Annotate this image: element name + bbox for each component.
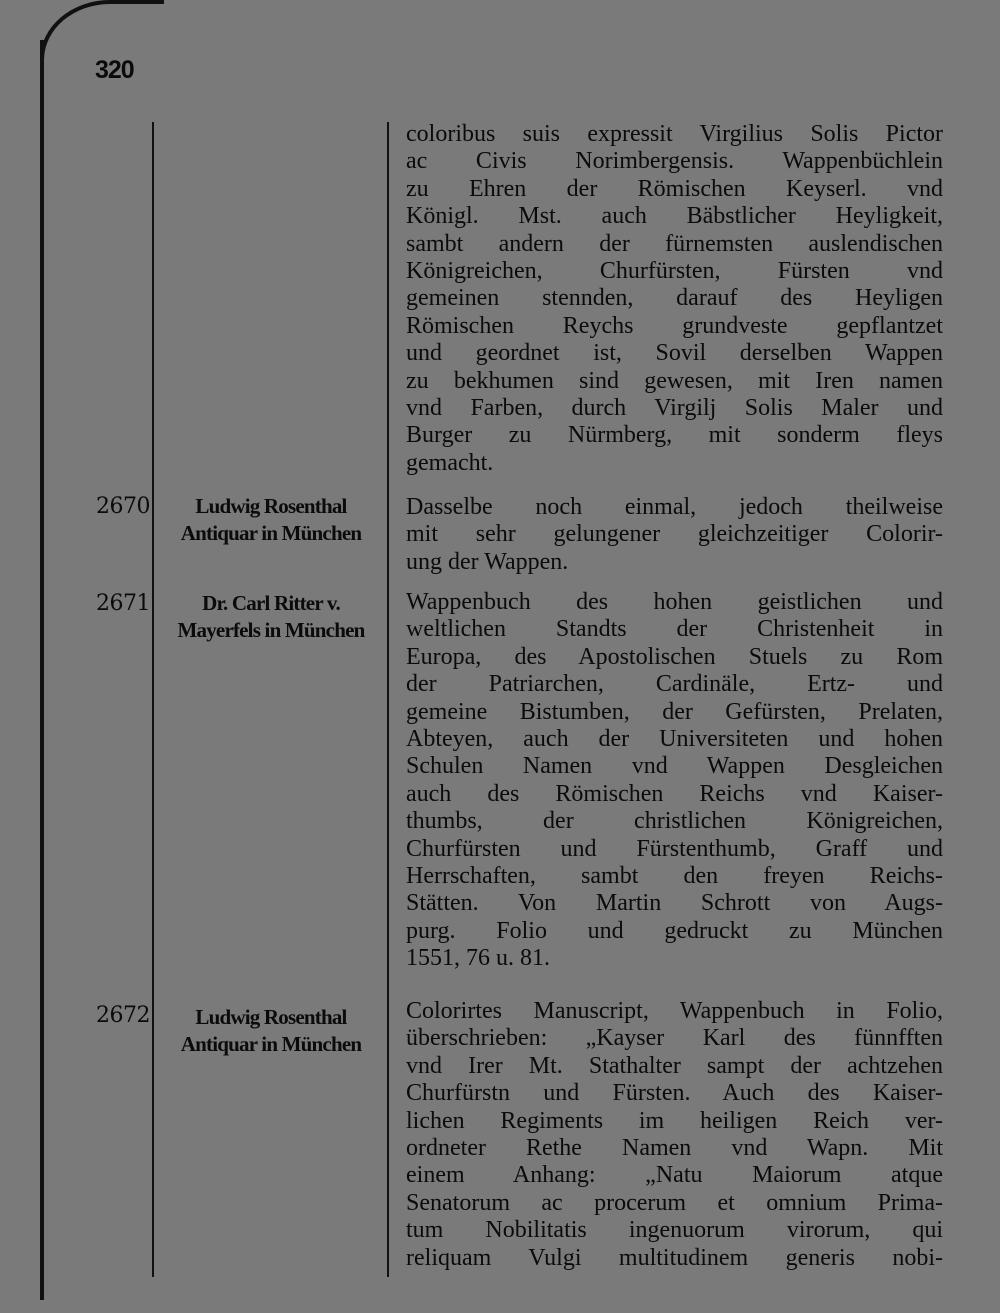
description-line: Dasselbe noch einmal, jedoch theilweise xyxy=(406,494,943,520)
owner-location: Antiquar in München xyxy=(180,521,362,545)
description-line: überschrieben: „Kayser Karl des fünnfften xyxy=(406,1025,943,1052)
description-line: lichen Regiments im heiligen Reich ver- xyxy=(406,1107,943,1134)
entry-description xyxy=(406,998,943,1272)
entry-number: 2672 xyxy=(96,1003,150,1028)
entry-owner xyxy=(156,493,386,547)
description-line: Königreichen, Churfürsten, Fürsten vnd xyxy=(406,258,943,285)
description-line: Schulen Namen vnd Wappen Desgleichen xyxy=(406,753,943,780)
entry-description xyxy=(406,589,943,973)
description-line: thumbs, der christlichen Königreichen, xyxy=(406,808,943,835)
column-rule-owner-description xyxy=(387,122,389,1277)
description-line: einem Anhang: „Natu Maiorum atque xyxy=(406,1162,943,1189)
description-line: der Patriarchen, Cardinäle, Ertz- und xyxy=(406,671,943,698)
description-line: Senatorum ac procerum et omnium Prima- xyxy=(406,1189,943,1216)
description-line: gemacht. xyxy=(406,449,494,476)
owner-location: Antiquar in München xyxy=(180,1032,362,1056)
description-line: und geordnet ist, Sovil derselben Wappen xyxy=(406,340,943,367)
description-line: ac Civis Norimbergensis. Wappenbüchlein xyxy=(406,148,943,175)
description-line: purg. Folio und gedruckt zu München xyxy=(406,917,943,944)
description-line: sambt andern der fürnemsten auslendischen xyxy=(406,230,943,257)
description-line: 1551, 76 u. 81. xyxy=(406,945,550,972)
description-line: zu Ehren der Römischen Keyserl. vnd xyxy=(406,175,943,202)
description-line: Europa, des Apostolischen Stuels zu Rom xyxy=(406,643,943,670)
description-line: gemeinen stennden, darauf des Heyligen xyxy=(406,285,943,312)
page-left-edge xyxy=(40,40,44,1300)
page-number: 320 xyxy=(95,56,134,84)
column-rule-number-owner xyxy=(152,122,154,1277)
description-line: Herrschaften, sambt den freyen Reichs- xyxy=(406,863,943,890)
entry-number: 2671 xyxy=(96,591,150,616)
description-line: weltlichen Standts der Christenheit in xyxy=(406,616,943,643)
description-line: gemeine Bistumben, der Gefürsten, Prelaten, xyxy=(406,698,943,725)
owner-name: Dr. Carl Ritter v. xyxy=(202,591,340,615)
owner-name: Ludwig Rosenthal xyxy=(195,494,347,518)
description-line: ordneter Rethe Namen vnd Wapn. Mit xyxy=(406,1135,943,1162)
description-line: Königl. Mst. auch Bäbstlicher Heyligkeit, xyxy=(406,203,943,230)
description-line: ung der Wappen. xyxy=(406,548,569,575)
description-line: Abteyen, auch der Universiteten und hohen xyxy=(406,726,943,753)
entry-owner xyxy=(156,1004,386,1058)
description-line: auch des Römischen Reichs vnd Kaiser- xyxy=(406,780,943,807)
description-line: Stätten. Von Martin Schrott von Augs- xyxy=(406,890,943,917)
page-curl-edge xyxy=(40,0,164,64)
owner-location: Mayerfels in München xyxy=(177,618,365,642)
description-line: Churfürsten und Fürstenthumb, Graff und xyxy=(406,835,943,862)
description-line: Römischen Reychs grundveste gepflantzet xyxy=(406,312,943,339)
owner-name: Ludwig Rosenthal xyxy=(195,1005,347,1029)
description-line: zu bekhumen sind gewesen, mit Iren namen xyxy=(406,367,943,394)
description-line: Wappenbuch des hohen geistlichen und xyxy=(406,589,943,615)
description-line: reliquam Vulgi multitudinem generis nobi- xyxy=(406,1244,943,1271)
description-line: coloribus suis expressit Virgilius Solis Pictor xyxy=(406,121,943,147)
entry-description xyxy=(406,494,943,576)
description-line: tum Nobilitatis ingenuorum virorum, qui xyxy=(406,1217,943,1244)
description-line: vnd Farben, durch Virgilj Solis Maler und xyxy=(406,395,943,422)
entry-owner xyxy=(156,590,386,644)
description-line: Churfürstn und Fürsten. Auch des Kaiser- xyxy=(406,1080,943,1107)
description-line: vnd Irer Mt. Stathalter sampt der achtzehen xyxy=(406,1052,943,1079)
continued-description xyxy=(406,121,943,477)
description-line: Burger zu Nürmberg, mit sonderm fleys xyxy=(406,422,943,449)
description-line: Colorirtes Manuscript, Wappenbuch in Folio, xyxy=(406,998,943,1024)
description-line: mit sehr gelungener gleichzeitiger Colorir- xyxy=(406,521,943,548)
entry-number: 2670 xyxy=(96,494,150,519)
